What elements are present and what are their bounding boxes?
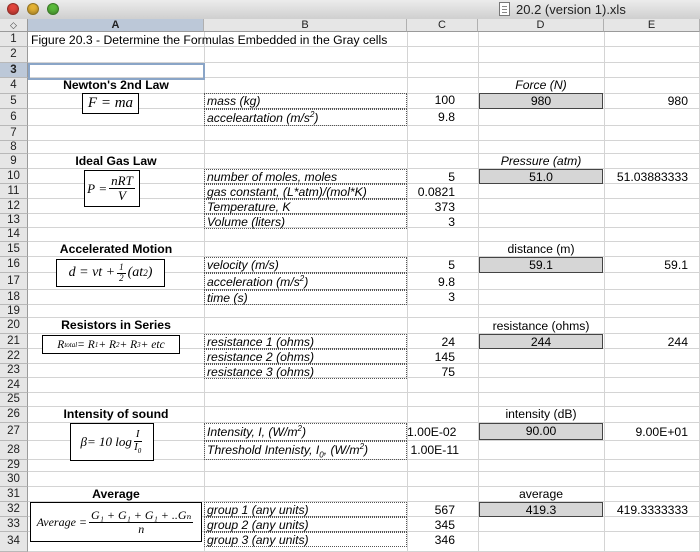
row-header-14[interactable]: 14 [0,228,28,242]
gas-param-constant-value[interactable]: 0.0821 [417,185,455,199]
row-header-9[interactable]: 9 [0,154,28,169]
row-header-33[interactable]: 33 [0,517,28,532]
sound-result-e[interactable]: 9.00E+01 [635,425,688,439]
gas-formula: P = $\frac{\text{nRT}}{V}$ [84,170,140,207]
newton-heading: Newton's 2nd Law [63,78,169,92]
select-all-corner[interactable]: ◇ [0,19,28,32]
motion-formula: d = vt + $\frac{1}{2}$ (at 2 ) [56,259,165,287]
sound-param-intensity-label: Intensity, I, $(W/m^2)$ [204,423,407,441]
resistors-param-1-label: resistance 1 (ohms) [204,334,407,349]
sound-param-intensity-value[interactable]: 1.00E-02 [407,425,457,439]
newton-result-label: Force (N) [515,78,567,92]
row-header-11[interactable]: 11 [0,184,28,199]
newton-result-cell[interactable]: 980 [479,93,603,109]
newton-formula: F = ma [82,93,139,114]
row-header-27[interactable]: 27 [0,423,28,441]
resistors-result-cell[interactable]: 244 [479,334,603,349]
resistors-param-3-value[interactable]: 75 [441,365,455,379]
newton-param-accel-label: acceleartation $(m/s^2)$ [204,109,407,126]
average-result-label: average [518,487,564,501]
resistors-param-3-label: resistance 3 (ohms) [204,364,407,379]
sound-param-threshold-label: Threshold Intenisty, $I_0$, $(W/m^2)$ [204,441,407,460]
motion-result-cell[interactable]: 59.1 [479,257,603,273]
motion-param-time-label: time (s) [204,290,407,305]
gas-param-temp-label: Temperature, K [204,199,407,214]
average-result-e[interactable]: 419.3333333 [616,503,688,517]
average-param-group1-label: group 1 (any units) [204,502,407,517]
row-header-8[interactable]: 8 [0,141,28,154]
motion-param-time-value[interactable]: 3 [448,290,455,304]
window-title: 20.2 (version 1).xls [516,2,626,17]
sheet-title: Figure 20.3 - Determine the Formulas Embedded in the Gray cells [31,33,388,47]
row-header-5[interactable]: 5 [0,94,28,109]
motion-param-accel-label: acceleration $(m/s^2)$ [204,273,407,290]
row-header-7[interactable]: 7 [0,126,28,141]
zoom-window-button[interactable] [47,3,59,15]
row-header-31[interactable]: 31 [0,487,28,502]
average-formula: Average = $\frac{\text{G₁ + G₁ + G₁ + ..Gₙ}}{n}$ [30,502,202,542]
newton-param-accel-value[interactable]: 9.8 [438,110,455,124]
gas-param-constant-label: gas constant, (L*atm)/(mol*K) [204,184,407,199]
motion-param-velocity-label: velocity (m/s) [204,257,407,273]
gas-param-volume-label: Volume (liters) [204,214,407,229]
sound-param-threshold-value[interactable]: 1.00E-11 [410,443,459,457]
average-param-group2-label: group 2 (any units) [204,517,407,532]
motion-heading: Accelerated Motion [59,242,173,256]
row-header-24[interactable]: 24 [0,378,28,393]
row-header-20[interactable]: 20 [0,318,28,334]
newton-param-mass-value[interactable]: 100 [434,93,455,107]
row-header-19[interactable]: 19 [0,305,28,318]
column-header-a[interactable]: A [28,19,204,32]
row-header-25[interactable]: 25 [0,393,28,407]
sound-result-label: intensity (dB) [505,407,577,421]
sound-heading: Intensity of sound [63,407,169,421]
newton-param-mass-label: mass (kg) [204,93,407,109]
close-window-button[interactable] [7,3,19,15]
row-header-26[interactable]: 26 [0,407,28,423]
row-header-13[interactable]: 13 [0,214,28,228]
document-icon [499,2,510,16]
gas-param-temp-value[interactable]: 373 [434,200,455,214]
row-header-30[interactable]: 30 [0,472,28,487]
average-param-group1-value[interactable]: 567 [434,503,455,517]
row-header-1[interactable]: 1 [0,32,28,47]
column-header-b[interactable]: B [204,19,407,32]
gas-result-label: Pressure (atm) [500,154,582,168]
motion-param-accel-value[interactable]: 9.8 [438,275,455,289]
row-header-32[interactable]: 32 [0,502,28,517]
row-header-15[interactable]: 15 [0,242,28,257]
average-param-group3-value[interactable]: 346 [434,533,455,547]
row-header-22[interactable]: 22 [0,349,28,364]
row-header-4[interactable]: 4 [0,78,28,94]
sound-formula: β = 10 log $\frac{I}{I_0}$ [70,423,154,461]
average-param-group2-value[interactable]: 345 [434,518,455,532]
resistors-result-label: resistance (ohms) [492,319,590,333]
sound-result-cell[interactable]: 90.00 [479,423,603,440]
row-header-29[interactable]: 29 [0,460,28,472]
gas-result-cell[interactable]: 51.0 [479,169,603,184]
gas-heading: Ideal Gas Law [75,154,157,168]
gas-param-moles-label: number of moles, moles [204,169,407,184]
column-header-e[interactable]: E [604,19,700,32]
resistors-result-e[interactable]: 244 [667,335,688,349]
row-header-10[interactable]: 10 [0,169,28,184]
row-header-21[interactable]: 21 [0,334,28,349]
row-header-3[interactable]: 3 [0,63,28,78]
row-header-34[interactable]: 34 [0,532,28,552]
row-header-2[interactable]: 2 [0,47,28,63]
window-titlebar [0,0,700,20]
gas-param-volume-value[interactable]: 3 [448,215,455,229]
row-header-23[interactable]: 23 [0,364,28,378]
column-header-c[interactable]: C [407,19,478,32]
row-header-28[interactable]: 28 [0,441,28,460]
average-param-group3-label: group 3 (any units) [204,532,407,547]
row-header-12[interactable]: 12 [0,199,28,214]
column-header-d[interactable]: D [478,19,604,32]
row-header-6[interactable]: 6 [0,109,28,126]
row-header-18[interactable]: 18 [0,290,28,305]
resistors-heading: Resistors in Series [61,318,171,332]
row-header-16[interactable]: 16 [0,257,28,273]
row-header-17[interactable]: 17 [0,273,28,290]
motion-param-velocity-value[interactable]: 5 [448,258,455,272]
newton-result-e[interactable]: 980 [667,94,688,108]
motion-result-label: distance (m) [507,242,575,256]
resistors-param-1-value[interactable]: 24 [441,335,455,349]
average-heading: Average [92,487,140,501]
resistors-formula: R total = R 1 + R 2 + R 3 + etc [42,335,180,354]
resistors-param-2-value[interactable]: 145 [434,350,455,364]
motion-result-e[interactable]: 59.1 [664,258,688,272]
gas-result-e[interactable]: 51.03883333 [616,170,688,184]
gas-param-moles-value[interactable]: 5 [448,170,455,184]
resistors-param-2-label: resistance 2 (ohms) [204,349,407,364]
average-result-cell[interactable]: 419.3 [479,502,603,517]
minimize-window-button[interactable] [27,3,39,15]
